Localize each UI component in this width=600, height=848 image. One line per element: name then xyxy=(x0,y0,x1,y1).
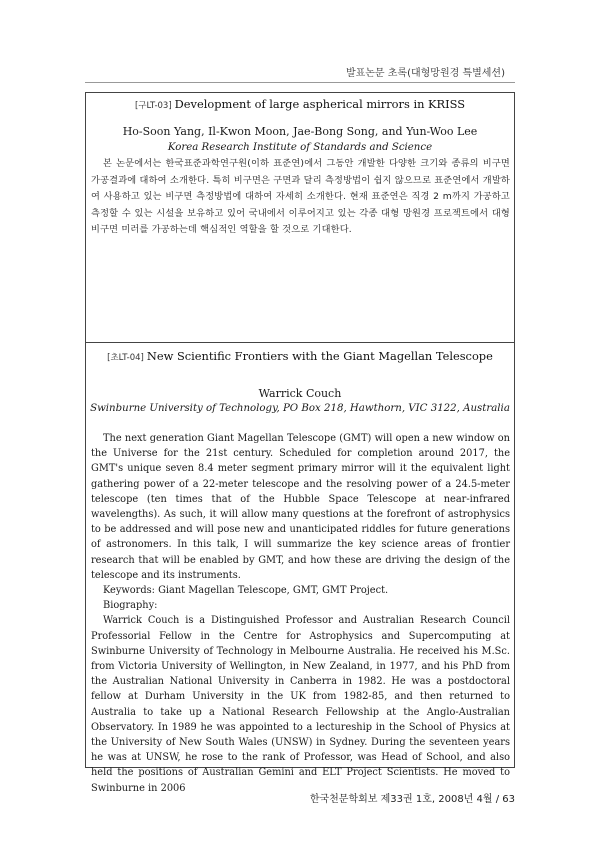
abstract2-code: [초LT-04] xyxy=(107,353,144,363)
abstract2-body: The next generation Giant Magellan Telescope (GMT) will open a new window on the Universe for the 21st century. Scheduled for completion around 2017, the GMT's unique seven 8.4 meter segment primary mirror will it the equivalent light gathering power of a 22-meter telescope and the resolving power of a 24.5-meter telescope (ten times that of the Hubble Space Telescope at near-infrared wavelengths). As such, it will allow many questions at the forefront of astrophysics to be addressed and will pose new and unanticipated riddles for future generations of astronomers. In this talk, I will summarize the key science areas of frontier research that will be enabled by GMT, and how these are driving the design of the telescope and its instruments. xyxy=(91,433,510,581)
abstract2-biography-label: Biography: xyxy=(103,600,158,612)
abstract1-code: [구LT-03] xyxy=(134,101,172,111)
abstract2-text-block xyxy=(91,431,510,796)
abstract1-body xyxy=(91,156,510,239)
abstract1-title xyxy=(0,97,600,111)
abstract1-authors: Ho-Soon Yang, Il-Kwon Moon, Jae-Bong Song, and Yun-Woo Lee xyxy=(122,125,478,138)
header-rule xyxy=(85,82,515,83)
abstract2-affiliation: Swinburne University of Technology, PO Box 218, Hawthorn, VIC 3122, Australia xyxy=(90,403,510,414)
page-footer: 한국천문학회보 제33권 1호, 2008년 4월 / 63 xyxy=(309,794,515,805)
abstract2-keywords: Keywords: Giant Magellan Telescope, GMT, GMT Project. xyxy=(103,585,389,597)
abstract2-title-text: New Scientific Frontiers with the Giant Magellan Telescope xyxy=(146,349,493,363)
abstract1-affiliation: Korea Research Institute of Standards and Science xyxy=(167,142,433,153)
abstract2-biography: Warrick Couch is a Distinguished Professor and Australian Research Council Professorial Fellow in the Centre for Astrophysics and Supercomputing at Swinburne University of Technology in Melbourne Australia. He received his M.Sc. from Victoria University of Wellington, in New Zealand, in 1977, and his PhD from the Australian National University in Canberra in 1982. He was a postdoctoral fellow at Durham University in the UK from 1982-85, and then returned to Australia to take up a National Research Fellowship at the Anglo-Australian Observatory. In 1989 he was appointed to a lectureship in the School of Physics at the University of New South Wales (UNSW) in Sydney. During the seventeen years he was at UNSW, he rose to the rank of Professor, was Head of School, and also held the positions of Australian Gemini and ELT Project Scientists. He moved to Swinburne in 2006 xyxy=(91,615,510,794)
abstract1-body-text: 본 논문에서는 한국표준과학연구원(이하 표준연)에서 그동안 개발한 다양한 크기와 종류의 비구면 가공결과에 대하여 소개한다. 특히 비구면은 구면과 달리 측정방법이 쉽지 않으므로 표준연에서 개발하여 사용하고 있는 비구면 측정방법에 대하여 자세히 소개한다. 현재 표준연은 직경 2 m까지 가공하고 측정할 수 있는 시설을 보유하고 있어 국내에서 이루어지고 있는 각종 대형 망원경 프로젝트에서 대형 비구면 미러를 가공하는데 핵심적인 역할을 할 것으로 기대한다. xyxy=(91,158,510,236)
abstract1-title-text: Development of large aspherical mirrors in KRISS xyxy=(174,97,466,111)
abstract2-authors: Warrick Couch xyxy=(258,387,342,400)
abstract-divider xyxy=(85,342,515,343)
abstract2-title xyxy=(0,349,600,363)
running-head: 발표논문 초록(대형망원경 특별세션) xyxy=(345,68,505,79)
